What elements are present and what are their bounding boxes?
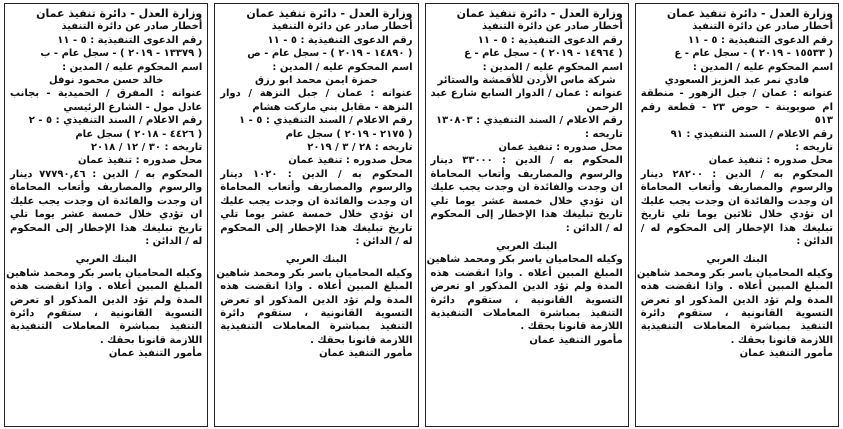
- notice-number: رقم الاعلام / السند التنفيذي : ٥ - ٢: [28, 115, 203, 127]
- ministry: وزارة العدل - دائرة تنفيذ عمان: [36, 7, 203, 20]
- defendant-address: عنوانه : عمان / جبل الزهور - منطقة ام صويوينة - حوض ٢٣ - قطعة رقم ٥١٣: [640, 88, 833, 127]
- closing-text: المبلغ المبين أعلاه . واذا انقضت هذه المدة ولم تؤد الدين المذكور او تعرض التسوية القانونية ، ستقوم دائرة التنفيذ بمباشرة المعاملات التنفيذية اللازمة قانونا بحقك .: [430, 267, 623, 333]
- notice-col-1: [4, 3, 208, 427]
- issued-by: محل صدوره : تنفيذ عمان: [498, 142, 623, 154]
- issued-by: محل صدوره : تنفيذ عمان: [77, 155, 203, 167]
- creditor-lawyers: وكيله المحاميان ياسر بكر ومحمد شاهين: [216, 267, 413, 279]
- issued-by: محل صدوره : تنفيذ عمان: [288, 155, 413, 167]
- defendant-address: عنوانه : المفرق / الحميدية - بجانب عادل مول - الشارع الرئيسي: [10, 88, 203, 113]
- notice-title: أخطار صادر عن دائرة التنفيذ: [61, 21, 203, 33]
- signature: مأمور التنفيذ عمان: [319, 348, 413, 360]
- closing-text: المبلغ المبين أعلاه . واذا انقضت هذه المدة ولم تؤد الدين المذكور او تعرض التسوية القانونية ، ستقوم دائرة التنفيذ بمباشرة المعاملات التنفيذية اللازمة قانونا بحقك .: [640, 281, 833, 346]
- creditor-name: البنك العربي: [75, 254, 137, 266]
- defendant-label: اسم المحكوم عليه / المدين :: [482, 61, 623, 73]
- case-label: رقم الدعوى التنفيذية : ٥ - ١١: [57, 34, 203, 46]
- notice-title: أخطار صادر عن دائرة التنفيذ: [271, 21, 413, 33]
- creditor-name: البنك العربي: [496, 240, 558, 252]
- notice-date: تاريخه :: [584, 128, 623, 140]
- issued-by: محل صدوره : تنفيذ عمان: [708, 155, 833, 167]
- notice-title: أخطار صادر عن دائرة التنفيذ: [481, 21, 623, 33]
- signature: مأمور التنفيذ عمان: [739, 348, 833, 360]
- notice-col-4: [635, 3, 839, 427]
- notice-number: رقم الاعلام / السند التنفيذي : ١٣٠٨٠٣: [436, 115, 623, 127]
- case-label: رقم الدعوى التنفيذية : ٥ - ١١: [688, 34, 833, 46]
- notice-ref: ( ٢١٧٥ - ٢٠١٩ ) سجل عام: [285, 128, 413, 140]
- defendant-address: عنوانه : عمان / الدوار السابع شارع عبد الرحمن: [430, 88, 623, 113]
- ministry: وزارة العدل - دائرة تنفيذ عمان: [246, 7, 413, 20]
- ministry: وزارة العدل - دائرة تنفيذ عمان: [456, 7, 623, 20]
- notice-ref: ( ٤٤٢٦ - ٢٠١٨ ) سجل عام: [75, 128, 203, 140]
- judgment-body: المحكوم به / الدين : ٢٨٢٠٠ دينار والرسوم والمصاريف وأتعاب المحاماة ان وجدت والفائدة ان وجدت يجب عليك ان تؤدي خلال ثلاثين يوما تلي تاريخ تبليغك هذا الإخطار إلى المحكوم له / الدائن :: [640, 168, 833, 247]
- notice-date: تاريخه : ٣٠ / ١٢ / ٢٠١٨: [90, 142, 203, 154]
- notice-title: أخطار صادر عن دائرة التنفيذ: [692, 21, 833, 33]
- defendant-label: اسم المحكوم عليه / المدين :: [272, 61, 413, 73]
- closing-text: المبلغ المبين أعلاه . واذا انقضت هذه المدة ولم تؤد الدين المذكور او تعرض التسوية القانونية ، ستقوم دائرة التنفيذ بمباشرة المعاملات التنفيذية اللازمة قانونا بحقك .: [10, 281, 203, 346]
- creditor-name: البنك العربي: [285, 254, 347, 266]
- notice-date: تاريخه : ٢٨ / ٣ / ٢٠١٩: [307, 142, 413, 154]
- creditor-lawyers: وكيله المحاميان ياسر بكر ومحمد شاهين: [426, 254, 623, 266]
- case-number: ( ١٥٥٣٣ - ٢٠١٩ ) - سجل عام - ع: [674, 48, 833, 60]
- notice-number: رقم الاعلام / السند التنفيذي : ٥ - ١: [239, 115, 413, 127]
- case-number: ( ١٤٨٩٠ - ٢٠١٩ ) - سجل عام - ص: [247, 48, 413, 60]
- judgment-body: المحكوم به / الدين : ٣٣٠٠٠ دينار والرسوم والمصاريف وأتعاب المحاماة ان وجدت والفائدة ان وجدت يجب عليك ان تؤدي خلال خمسة عشر يوما تلي تاريخ تبليغك هذا الإخطار إلى المحكوم له / الدائن :: [430, 155, 623, 234]
- case-label: رقم الدعوى التنفيذية : ٥ - ١١: [477, 34, 623, 46]
- judgment-body: المحكوم به / الدين : ١٠٢٠ دينار والرسوم والمصاريف وأتعاب المحاماة ان وجدت والفائدة ان وجدت يجب عليك ان تؤدي خلال خمسة عشر يوما تلي تاريخ تبليغك هذا الإخطار إلى المحكوم له / الدائن :: [220, 168, 413, 247]
- case-number: ( ١٤٩٦٤ - ٢٠١٩ ) - سجل عام - ع: [464, 48, 623, 60]
- creditor-lawyers: وكيله المحاميان ياسر بكر ومحمد شاهين: [6, 267, 203, 279]
- signature: مأمور التنفيذ عمان: [529, 334, 623, 346]
- judgment-body: المحكوم به / الدين : ٧٧٧٩٠,٤٦ دينار والرسوم والمصاريف وأتعاب المحاماة ان وجدت والفائدة ان وجدت يجب عليك ان تؤدي خلال خمسة عشر يوما تلي تاريخ تبليغك هذا الإخطار إلى المحكوم له / الدائن :: [10, 168, 203, 247]
- signature: مأمور التنفيذ عمان: [108, 348, 203, 360]
- notice-col-3: [425, 3, 629, 427]
- creditor-name: البنك العربي: [706, 254, 768, 266]
- defendant-name: خالد حسن محمود نوفل: [48, 75, 164, 87]
- defendant-label: اسم المحكوم عليه / المدين :: [692, 61, 833, 73]
- notice-number: رقم الاعلام / السند التنفيذي : ٩١: [670, 128, 833, 140]
- defendant-label: اسم المحكوم عليه / المدين :: [62, 61, 203, 73]
- creditor-lawyers: وكيله المحاميان ياسر بكر ومحمد شاهين: [636, 267, 833, 279]
- notice-date: تاريخه :: [795, 142, 833, 154]
- ministry: وزارة العدل - دائرة تنفيذ عمان: [666, 7, 833, 20]
- case-label: رقم الدعوى التنفيذية : ٥ - ١١: [267, 34, 413, 46]
- closing-text: المبلغ المبين أعلاه . واذا انقضت هذه المدة ولم تؤد الدين المذكور او تعرض التسوية القانونية ، ستقوم دائرة التنفيذ بمباشرة المعاملات التنفيذية اللازمة قانونا بحقك .: [220, 281, 413, 346]
- defendant-address: عنوانه : عمان / جبل النزهة / دوار النزهة - مقابل بني ماركت هشام: [220, 88, 413, 113]
- defendant-name: فادي نمر عبد العزيز السعودي: [664, 75, 810, 87]
- notice-col-2: [214, 3, 418, 427]
- defendant-name: شركة ماس الأردن للأقمشة والستائر: [437, 75, 616, 87]
- case-number: ( ١٣٣٧٩ - ٢٠١٩ ) - سجل عام - ب: [40, 48, 203, 60]
- defendant-name: حمزة ايمن محمد ابو رزق: [255, 75, 378, 87]
